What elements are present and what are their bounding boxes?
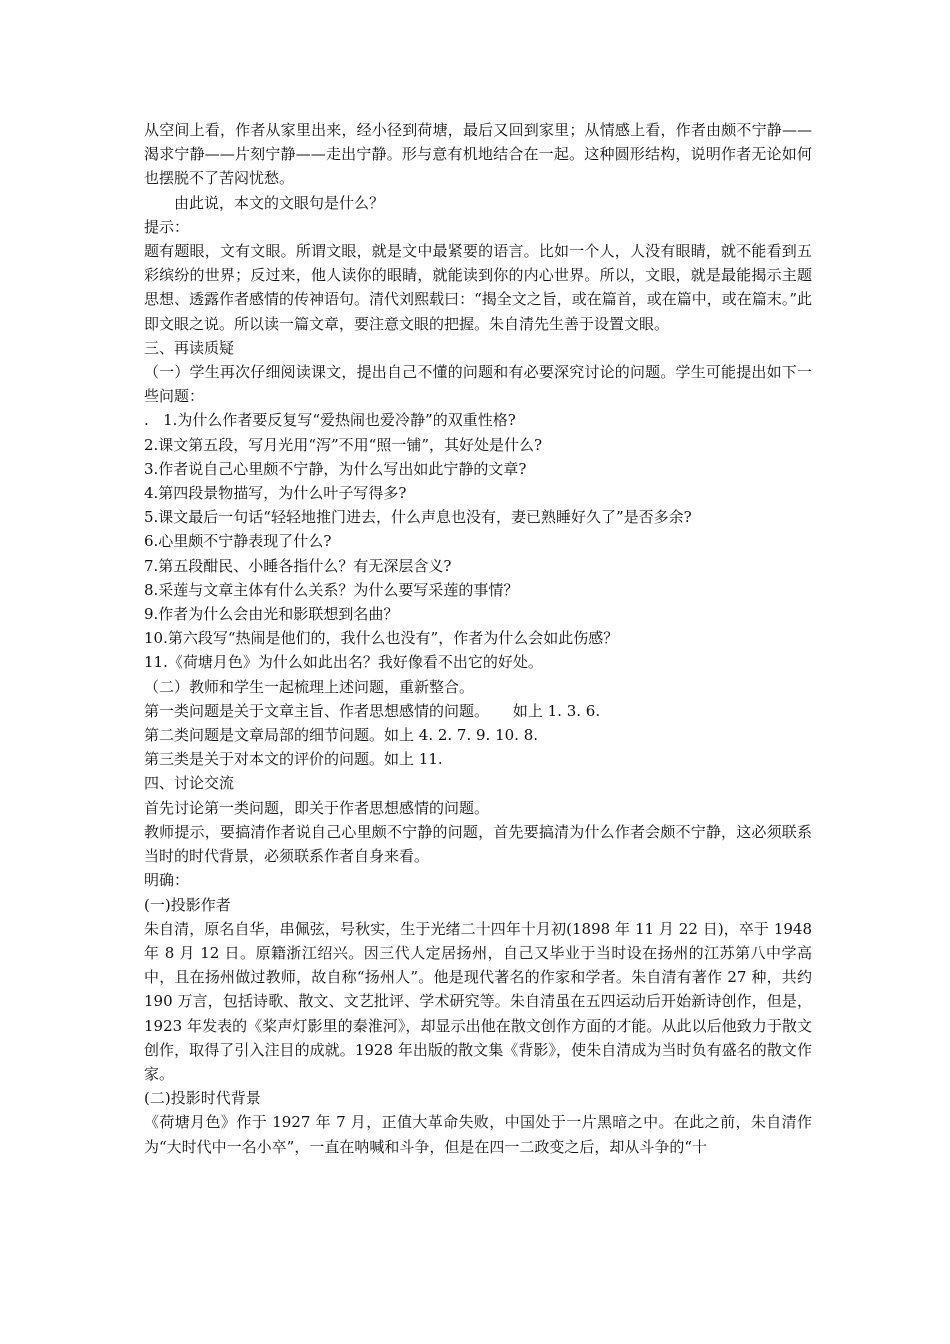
category-2: 第二类问题是文章局部的细节问题。如上 4. 2. 7. 9. 10. 8. — [144, 726, 539, 745]
paragraph-sub-1: （一）学生再次仔细阅读课文，提出自己不懂的问题和有必要深究讨论的问题。学生可能提出如下一些问题： — [144, 363, 812, 406]
paragraph-question-wenyan: 由此说，本文的文眼句是什么？ — [174, 193, 385, 212]
question-item-2: 2.课文第五段，写月光用“泻”不用“照一铺”，其好处是什么? — [144, 435, 543, 454]
category-1: 第一类问题是关于文章主旨、作者思想感情的问题。 如上 1. 3. 6. — [144, 701, 601, 720]
question-item-7: 7.第五段酣民、小睡各指什么？有无深层含义? — [144, 556, 452, 575]
question-item-8: 8.采莲与文章主体有什么关系？为什么要写采莲的事情？ — [144, 580, 519, 599]
document-page — [144, 118, 812, 1159]
question-item-10: 10.第六段写“热闹是他们的，我什么也没有”，作者为什么会如此伤感？ — [144, 629, 619, 648]
question-item-6: 6.心里颇不宁静表现了什么? — [144, 532, 332, 551]
paragraph-sub-2: （二）教师和学生一起梳理上述问题，重新整合。 — [144, 677, 475, 696]
paragraph-clarify-label: 明确： — [144, 871, 190, 890]
question-item-1: . 1.为什么作者要反复写“爱热闹也爱冷静”的双重性格? — [144, 411, 516, 430]
question-item-11: 11.《荷塘月色》为什么如此出名？我好像看不出它的好处。 — [144, 653, 543, 672]
section-heading-3: 三、再读质疑 — [144, 338, 235, 357]
paragraph-structure-analysis: 从空间上看，作者从家里出来，经小径到荷塘，最后又回到家里；从情感上看，作者由颇不宁静——渴求宁静——片刻宁静——走出宁静。形与意有机地结合在一起。这种圆形结构，说明作者无论如何也摆脱不了苦闷忧愁。 — [144, 121, 812, 188]
paragraph-background: 《荷塘月色》作于 1927 年 7 月，正值大革命失败，中国处于一片黑暗之中。在此之前，朱自清作为“大时代中一名小卒”，一直在呐喊和斗争，但是在四一二政变之后，却从斗争的“十 — [144, 1113, 812, 1156]
question-item-4: 4.第四段景物描写，为什么叶子写得多? — [144, 484, 407, 503]
paragraph-hint-body: 题有题眼，文有文眼。所谓文眼，就是文中最紧要的语言。比如一个人，人没有眼睛，就不能看到五彩缤纷的世界；反过来，他人读你的眼睛，就能读到你的内心世界。所以，文眼，就是最能揭示主题思想、透露作者感情的传神语句。清代刘熙载曰：“揭全文之旨，或在篇首，或在篇中，或在篇末。”此即文眼之说。所以读一篇文章，要注意文眼的把握。朱自清先生善于设置文眼。 — [144, 242, 812, 333]
question-item-9: 9.作者为什么会由光和影联想到名曲？ — [144, 605, 399, 624]
subheading-background: (二)投影时代背景 — [144, 1089, 261, 1108]
subheading-author: (一)投影作者 — [144, 895, 231, 914]
category-3: 第三类是关于对本文的评价的问题。如上 11. — [144, 750, 443, 769]
paragraph-author-bio: 朱自清，原名自华，串佩弦，号秋实，生于光绪二十四年十月初(1898 年 11 月 22 日)，卒于 1948 年 8 月 12 日。原籍浙江绍兴。因三代人定居扬州，自己又毕业于当时设在扬州的江苏第八中学高中，且在扬州做过教师，故自称“扬州人”。他是现代著名的作家和学者。朱自清有著作 27 种，共约 190 万言，包括诗歌、散文、文艺批评、学术研究等。朱自清虽在五四运动后开始新诗创作，但是，1923 年发表的《桨声灯影里的秦淮河》，却显示出他在散文创作方面的才能。从此以后他致力于散文创作，取得了引入注目的成就。1928 年出版的散文集《背影》，使朱自清成为当时负有盛名的散文作家。 — [144, 919, 812, 1083]
question-item-5: 5.课文最后一句话“轻轻地推门进去，什么声息也没有，妻已熟睡好久了”是否多余? — [144, 508, 692, 527]
section-heading-4: 四、讨论交流 — [144, 774, 235, 793]
paragraph-discussion-intro: 首先讨论第一类问题，即关于作者思想感情的问题。 — [144, 798, 490, 817]
question-item-3: 3.作者说自己心里颇不宁静，为什么写出如此宁静的文章? — [144, 459, 527, 478]
paragraph-teacher-hint: 教师提示，要搞清作者说自己心里颇不宁静的问题，首先要搞清为什么作者会颇不宁静，这必须联系当时的时代背景，必须联系作者自身来看。 — [144, 822, 812, 866]
paragraph-hint-label: 提示： — [144, 217, 190, 236]
